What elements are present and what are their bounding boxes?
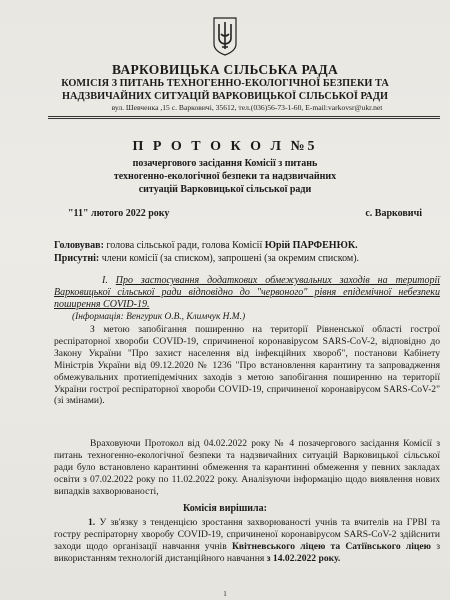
- council-name: ВАРКОВИЦЬКА СІЛЬСЬКА РАДА: [112, 62, 338, 77]
- agenda-info: (Інформація: Венгурик О.В., Климчук Н.М.): [72, 312, 246, 322]
- protocol-subtitle-line3: ситуацій Варковицької сільської ради: [138, 184, 312, 195]
- agenda-item: [54, 275, 440, 311]
- chair-line: [54, 240, 446, 252]
- protocol-subtitle-line1: позачергового засідання Комісії з питань: [132, 158, 318, 169]
- decision-item-1: [54, 517, 440, 565]
- decision-text-start: У зв'язку з тенденцією зростання захворюваності учнів та вчителів на ГРВІ та гостру респіраторну хворобу COVID-19, спричиненої коронавірусом SARS-CoV-2 здійснити заходи щодо організації навчання учнів: [54, 517, 441, 552]
- commission-title: [0, 77, 450, 103]
- trident-coat-of-arms-icon: [212, 16, 238, 56]
- header-divider-thin: [48, 118, 440, 119]
- decision-date: з 14.02.2022 року.: [266, 552, 341, 564]
- agenda-title: Про застосування додаткових обмежувальних заходів на території Варковицької сільської ради відповідно до "червоного" рівня епідемічної небезпеки поширення COVID-19.: [54, 275, 441, 310]
- protocol-subtitle: [0, 157, 450, 196]
- present-label: Присутні:: [54, 253, 100, 264]
- commission-title-line1: КОМІСІЯ З ПИТАНЬ ТЕХНОГЕННО-ЕКОЛОГІЧНОЇ БЕЗПЕКИ ТА: [61, 78, 389, 89]
- protocol-title: П Р О Т О К О Л №5: [132, 139, 318, 154]
- agenda-number: I.: [102, 275, 108, 286]
- protocol-place: с. Варковичі: [365, 208, 422, 219]
- chair-label: Головував:: [54, 240, 104, 251]
- commission-title-line2: НАДЗВИЧАЙНИХ СИТУАЦІЙ ВАРКОВИЦЬКОЇ СІЛЬСЬКОЇ РАДИ: [62, 91, 388, 102]
- paragraph-considering: Враховуючи Протокол від 04.02.2022 року № 4 позачергового засідання Комісії з питань техногенно-екологічної безпеки та надзвичайних ситуацій Варковицької сільської ради було встановлено карантинні обмеження та карантинні обмеження у певних закладах освіти з 07.02.2022 року по 11.02.2022 року. Аналізуючи інформацію щодо виявлення нових випадків захворюваності,: [54, 438, 440, 497]
- page-number: 1: [223, 590, 227, 598]
- decision-number: 1.: [88, 517, 96, 528]
- chair-text: голова сільської ради, голова Комісії: [106, 240, 263, 251]
- decision-heading: Комісія вирішила:: [183, 503, 267, 514]
- chair-name: Юрій ПАРФЕНЮК.: [264, 240, 358, 251]
- protocol-date: "11" лютого 2022 року: [68, 208, 170, 219]
- paragraph-grounds: З метою запобігання поширенню на території Рівненської області гострої респіраторної хвороби COVID-19, спричиненої коронавірусом SARS-CoV-2, відповідно до Закону України "Про захист населення від інфекційних хвороб", постанови Кабінету Міністрів України від 09.12.2020 № 1236 "Про встановлення карантину та запровадження обмежувальних протиепідемічних заходів з метою запобігання поширенню на території України гострої респіраторної хвороби COVID-19, спричиненої коронавірусом SARS-CoV-2" (зі змінами).: [54, 324, 440, 407]
- header-divider: [48, 116, 440, 117]
- address-line: вул. Шевченка ,15 с. Варковичі, 35612, тел.(036)56-73-1-60, E-mail:varkovsr@ukr.net: [111, 103, 383, 112]
- present-text: члени комісії (за списком), запрошені (за окремим списком).: [101, 253, 360, 264]
- present-line: [54, 253, 446, 265]
- decision-text-mid: з використанням технологій дистанційного навчання: [54, 540, 440, 564]
- decision-schools: Квітневського ліцею та Сатіївського ліцею: [231, 540, 431, 552]
- protocol-subtitle-line2: техногенно-екологічної безпеки та надзвичайних: [113, 171, 337, 182]
